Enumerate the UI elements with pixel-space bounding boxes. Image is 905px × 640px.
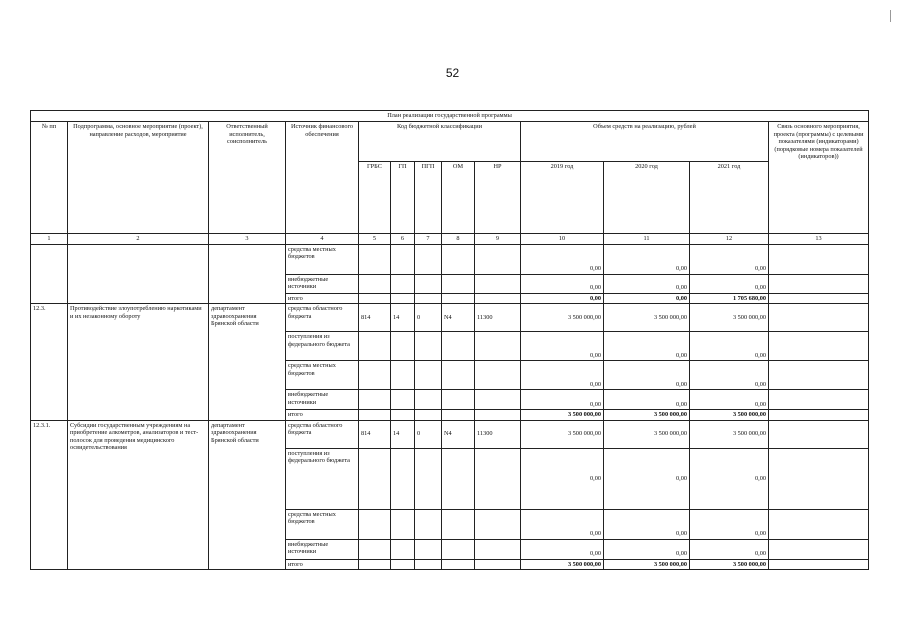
cell-nr: 11300 bbox=[475, 420, 521, 448]
col-num: 8 bbox=[442, 234, 475, 245]
cell-2019: 0,00 bbox=[521, 274, 604, 293]
header-responsible: Ответственный исполнитель, соисполнитель bbox=[209, 122, 286, 234]
col-num: 10 bbox=[521, 234, 604, 245]
header-num: № пп bbox=[31, 122, 68, 234]
cell-grbs: 814 bbox=[359, 304, 391, 332]
header-gp: ГП bbox=[391, 162, 415, 234]
cell-gp: 14 bbox=[391, 420, 415, 448]
cell-2021: 3 500 000,00 bbox=[690, 420, 769, 448]
col-num: 12 bbox=[690, 234, 769, 245]
cell-2021: 3 500 000,00 bbox=[690, 410, 769, 421]
cell-2021: 1 705 680,00 bbox=[690, 293, 769, 304]
cell-num bbox=[31, 244, 68, 304]
cell-2019: 3 500 000,00 bbox=[521, 304, 604, 332]
header-2020: 2020 год bbox=[604, 162, 690, 234]
cell-source: средства областного бюджета bbox=[286, 420, 359, 448]
cell-2021: 0,00 bbox=[690, 509, 769, 539]
cell-program: Противодействие злоупотреблению наркотиками и их незаконному обороту bbox=[68, 304, 209, 421]
cell-source: итого bbox=[286, 410, 359, 421]
cell-source: внебюджетные источники bbox=[286, 274, 359, 293]
header-link: Связь основного мероприятия, проекта (программы) с целевыми показателями (индикаторами) (порядковые номера показателей (индикаторов)) bbox=[769, 122, 869, 234]
cell-2020: 3 500 000,00 bbox=[604, 559, 690, 570]
cell-2019: 0,00 bbox=[521, 390, 604, 410]
table-title-row bbox=[31, 111, 869, 122]
cell-responsible: департамент здравоохранения Брянской области bbox=[209, 304, 286, 421]
cell-grbs: 814 bbox=[359, 420, 391, 448]
cell-source: итого bbox=[286, 559, 359, 570]
header-pgp: ПГП bbox=[415, 162, 442, 234]
cell-2021: 0,00 bbox=[690, 332, 769, 361]
col-num: 4 bbox=[286, 234, 359, 245]
col-num: 2 bbox=[68, 234, 209, 245]
cell-2020: 0,00 bbox=[604, 274, 690, 293]
header-source: Источник финансового обеспечения bbox=[286, 122, 359, 234]
cell-2021: 0,00 bbox=[690, 361, 769, 390]
header-2019: 2019 год bbox=[521, 162, 604, 234]
cell-2020: 0,00 bbox=[604, 361, 690, 390]
cell-2020: 0,00 bbox=[604, 244, 690, 274]
cell-2021: 0,00 bbox=[690, 390, 769, 410]
cell-program bbox=[68, 244, 209, 304]
cell-2020: 0,00 bbox=[604, 539, 690, 559]
cell-2019: 0,00 bbox=[521, 293, 604, 304]
cell-2019: 3 500 000,00 bbox=[521, 559, 604, 570]
cell-source: внебюджетные источники bbox=[286, 390, 359, 410]
cell-source: средства областного бюджета bbox=[286, 304, 359, 332]
header-grbs: ГРБС bbox=[359, 162, 391, 234]
cell-num: 12.3.1. bbox=[31, 420, 68, 570]
header-program: Подпрограмма, основное мероприятие (проект), направление расходов, мероприятие bbox=[68, 122, 209, 234]
cell-2019: 0,00 bbox=[521, 539, 604, 559]
col-num: 9 bbox=[475, 234, 521, 245]
header-om: ОМ bbox=[442, 162, 475, 234]
cell-source: внебюджетные источники bbox=[286, 539, 359, 559]
col-num: 13 bbox=[769, 234, 869, 245]
cell-2021: 3 500 000,00 bbox=[690, 559, 769, 570]
col-num: 11 bbox=[604, 234, 690, 245]
cell-2020: 3 500 000,00 bbox=[604, 420, 690, 448]
cell-2020: 0,00 bbox=[604, 509, 690, 539]
cell-gp: 14 bbox=[391, 304, 415, 332]
header-nr: НР bbox=[475, 162, 521, 234]
col-num: 5 bbox=[359, 234, 391, 245]
col-num: 3 bbox=[209, 234, 286, 245]
cell-program: Субсидии государственным учреждениям на приобретение алкометров, анализаторов и тест-полосок для проведения медицинского освидетельствования bbox=[68, 420, 209, 570]
cell-2019: 0,00 bbox=[521, 509, 604, 539]
cell-source: средства местных бюджетов bbox=[286, 244, 359, 274]
cell-2019: 0,00 bbox=[521, 332, 604, 361]
cell-source: поступления из федерального бюджета bbox=[286, 448, 359, 509]
cell-2021: 3 500 000,00 bbox=[690, 304, 769, 332]
cell-responsible bbox=[209, 244, 286, 304]
cell-source: средства местных бюджетов bbox=[286, 361, 359, 390]
cell-2020: 0,00 bbox=[604, 390, 690, 410]
cell-2020: 3 500 000,00 bbox=[604, 304, 690, 332]
cell-2020: 0,00 bbox=[604, 293, 690, 304]
cell-2019: 3 500 000,00 bbox=[521, 420, 604, 448]
header-budget-code: Код бюджетной классификации bbox=[359, 122, 521, 162]
program-plan-table bbox=[30, 110, 869, 570]
col-num: 6 bbox=[391, 234, 415, 245]
scan-edge-mark bbox=[890, 10, 891, 22]
table-title: План реализации государственной программы bbox=[31, 111, 869, 122]
cell-2021: 0,00 bbox=[690, 448, 769, 509]
cell-pgp: 0 bbox=[415, 304, 442, 332]
cell-2021: 0,00 bbox=[690, 244, 769, 274]
cell-2021: 0,00 bbox=[690, 274, 769, 293]
header-row-1 bbox=[31, 122, 869, 162]
cell-om: N4 bbox=[442, 304, 475, 332]
cell-responsible: департамент здравоохранения Брянской области bbox=[209, 420, 286, 570]
cell-pgp: 0 bbox=[415, 420, 442, 448]
column-numbers-row bbox=[31, 234, 869, 245]
cell-nr: 11300 bbox=[475, 304, 521, 332]
cell-2020: 0,00 bbox=[604, 332, 690, 361]
cell-om: N4 bbox=[442, 420, 475, 448]
cell-2020: 0,00 bbox=[604, 448, 690, 509]
cell-2019: 3 500 000,00 bbox=[521, 410, 604, 421]
table-row bbox=[31, 244, 869, 274]
cell-2019: 0,00 bbox=[521, 361, 604, 390]
col-num: 1 bbox=[31, 234, 68, 245]
cell-num: 12.3. bbox=[31, 304, 68, 421]
col-num: 7 bbox=[415, 234, 442, 245]
cell-2021: 0,00 bbox=[690, 539, 769, 559]
header-volumes: Объем средств на реализацию, рублей bbox=[521, 122, 769, 162]
page-number: 52 bbox=[445, 66, 460, 80]
header-2021: 2021 год bbox=[690, 162, 769, 234]
cell-2019: 0,00 bbox=[521, 244, 604, 274]
table-row bbox=[31, 420, 869, 448]
cell-2019: 0,00 bbox=[521, 448, 604, 509]
table-row bbox=[31, 304, 869, 332]
cell-source: средства местных бюджетов bbox=[286, 509, 359, 539]
cell-source: поступления из федерального бюджета bbox=[286, 332, 359, 361]
cell-2020: 3 500 000,00 bbox=[604, 410, 690, 421]
cell-source: итого bbox=[286, 293, 359, 304]
